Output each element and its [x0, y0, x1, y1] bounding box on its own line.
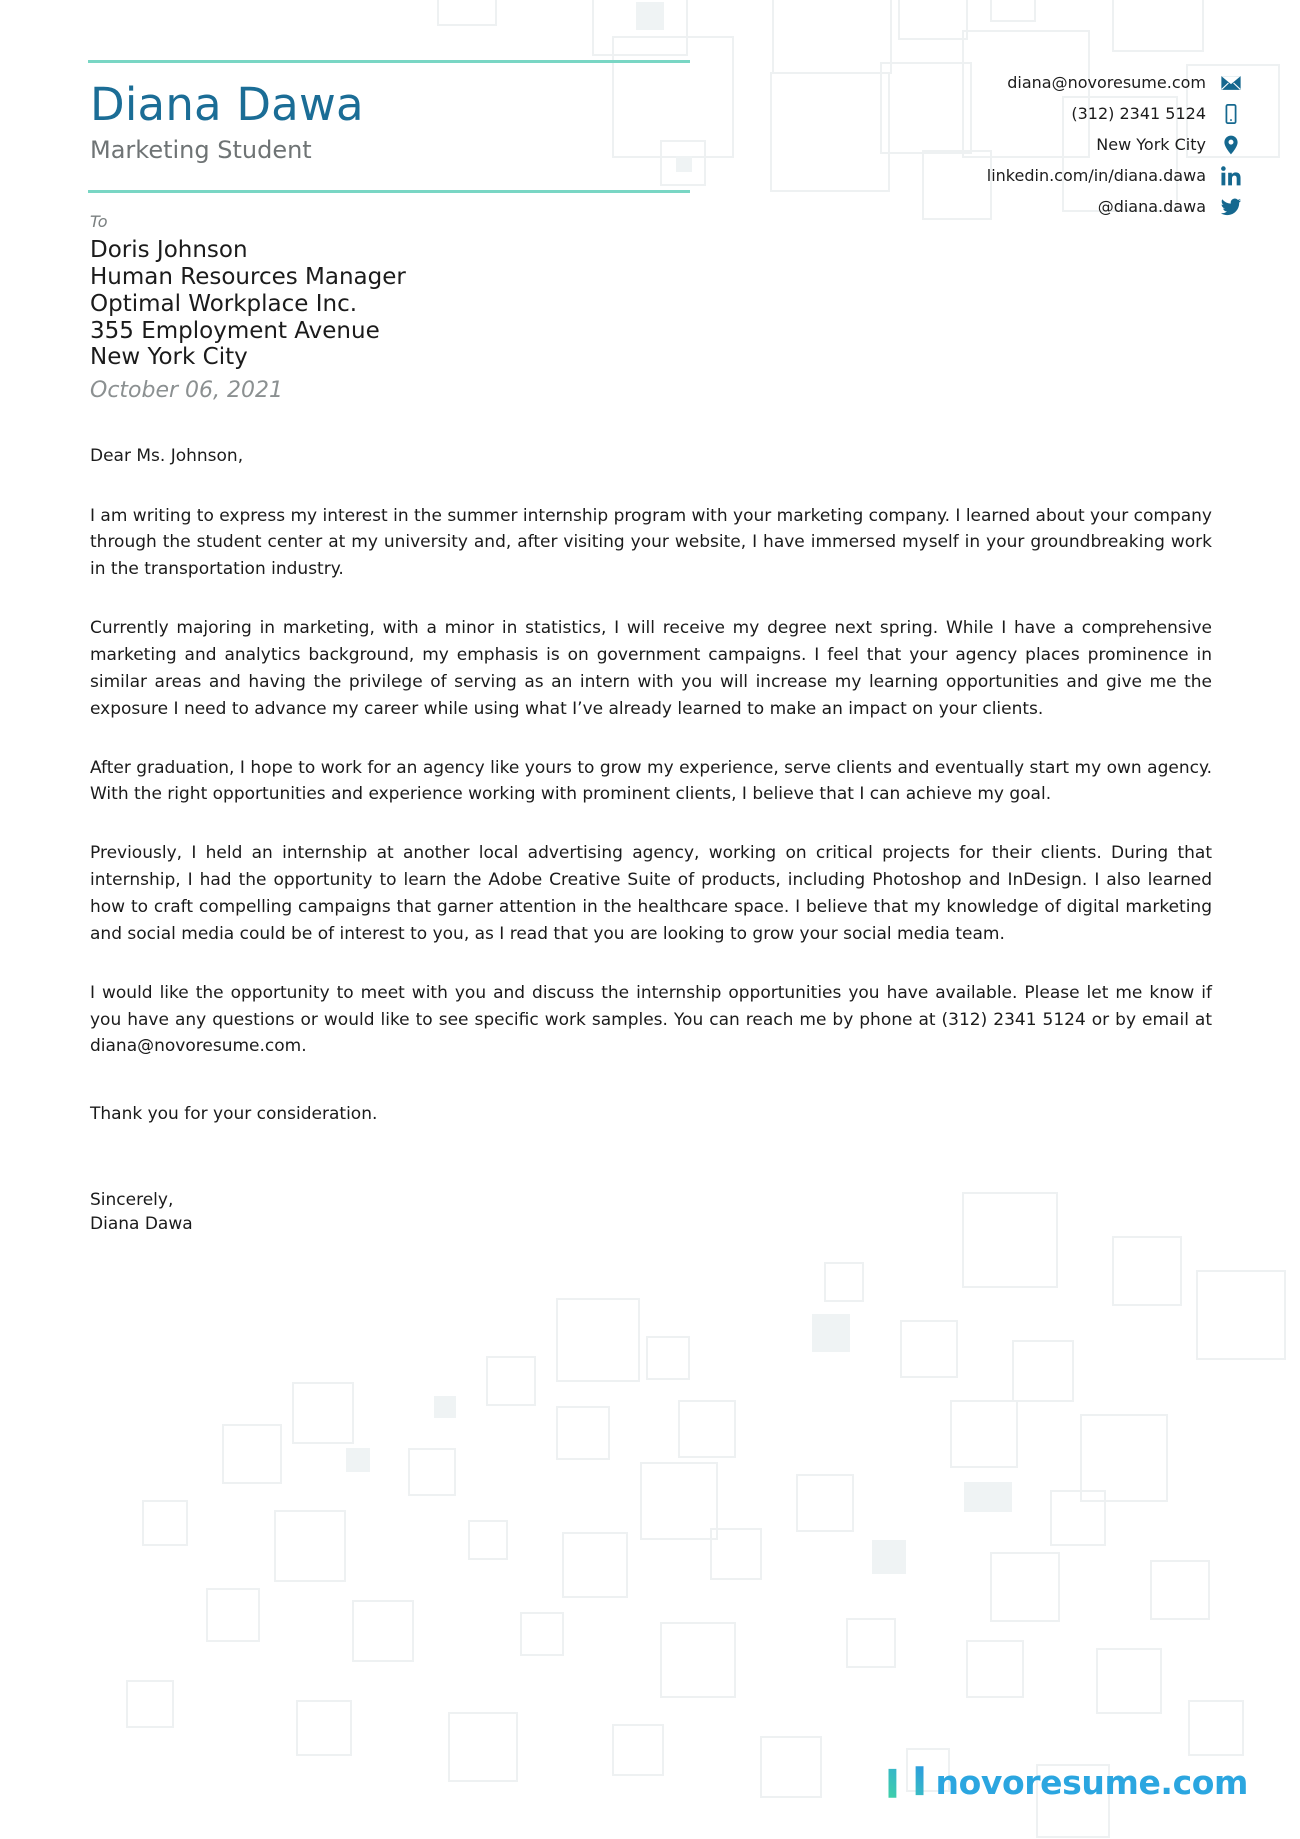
recipient-address-block	[90, 237, 1212, 372]
signature-name: Diana Dawa	[90, 1214, 193, 1235]
letter-body	[90, 212, 1212, 1237]
envelope-icon	[1220, 72, 1242, 94]
header-rule-top	[88, 60, 690, 63]
novoresume-n-mark-icon	[885, 1761, 927, 1803]
location-icon	[1220, 134, 1242, 156]
recipient-city: New York City	[90, 344, 248, 371]
to-label: To	[90, 212, 108, 231]
contact-linkedin-text: linkedin.com/in/diana.dawa	[986, 166, 1206, 185]
header-rule-bottom	[88, 190, 690, 193]
sign-off-line: Sincerely,	[90, 1189, 174, 1210]
candidate-header	[90, 78, 364, 166]
body-paragraph-5: I would like the opportunity to meet with you and discuss the internship opportunities you have available. Please let me know if you have any questions or would like to see specific work samples. You can reach me by phone at (312) 2341 5124 or by email at diana@novoresume.com.	[90, 982, 1212, 1057]
letter-date: October 06, 2021	[90, 378, 284, 404]
thank-you-line: Thank you for your consideration.	[90, 1104, 378, 1125]
signature-block	[90, 1188, 1212, 1237]
novoresume-logo[interactable]	[885, 1761, 1248, 1803]
body-paragraph-4: Previously, I held an internship at another local advertising agency, working on critical projects for their clients. During that internship, I had the opportunity to learn the Adobe Creative Suite of products, including Photoshop and InDesign. I also learned how to craft compelling campaigns that garner attention in the healthcare space. I believe that my knowledge of digital marketing and social media could be of interest to you, as I read that you are looking to grow your social media team.	[90, 843, 1212, 944]
recipient-street: 355 Employment Avenue	[90, 317, 380, 344]
body-paragraph-2: Currently majoring in marketing, with a minor in statistics, I will receive my degree next spring. While I have a comprehensive marketing and analytics background, my emphasis is on government campaigns. I feel that your agency places prominence in similar areas and having the privilege of serving as an intern with you will increase my learning opportunities and give me the exposure I need to advance my career while using what I’ve already learned to make an impact on your clients.	[90, 618, 1212, 719]
salutation: Dear Ms. Johnson,	[90, 445, 244, 466]
body-paragraph-1: I am writing to express my interest in the summer internship program with your marketing company. I learned about your company through the student center at my university and, after visiting your website, I have immersed myself in your groundbreaking work in the transportation industry.	[90, 505, 1212, 580]
contact-email-text: diana@novoresume.com	[1007, 73, 1206, 92]
contact-twitter-text: @diana.dawa	[1097, 197, 1206, 216]
linkedin-icon	[1220, 165, 1242, 187]
twitter-icon	[1220, 196, 1242, 218]
recipient-role: Human Resources Manager	[90, 263, 406, 290]
mobile-icon	[1220, 103, 1242, 125]
recipient-name: Doris Johnson	[90, 236, 248, 263]
contact-phone-text: (312) 2341 5124	[1071, 104, 1206, 123]
contact-row-location[interactable]	[1096, 134, 1242, 156]
contact-details	[987, 72, 1242, 218]
contact-row-email[interactable]	[1007, 72, 1242, 94]
recipient-company: Optimal Workplace Inc.	[90, 290, 358, 317]
body-paragraph-3: After graduation, I hope to work for an agency like yours to grow my experience, serve clients and eventually start my own agency. With the right opportunities and experience working with prominent clients, I believe that I can achieve my goal.	[90, 757, 1212, 805]
candidate-job-title: Marketing Student	[90, 136, 312, 165]
novoresume-wordmark: novoresume.com	[935, 1762, 1248, 1802]
candidate-name: Diana Dawa	[90, 78, 364, 131]
contact-row-linkedin[interactable]	[987, 165, 1242, 187]
contact-location-text: New York City	[1096, 135, 1206, 154]
contact-row-phone[interactable]	[1071, 103, 1242, 125]
